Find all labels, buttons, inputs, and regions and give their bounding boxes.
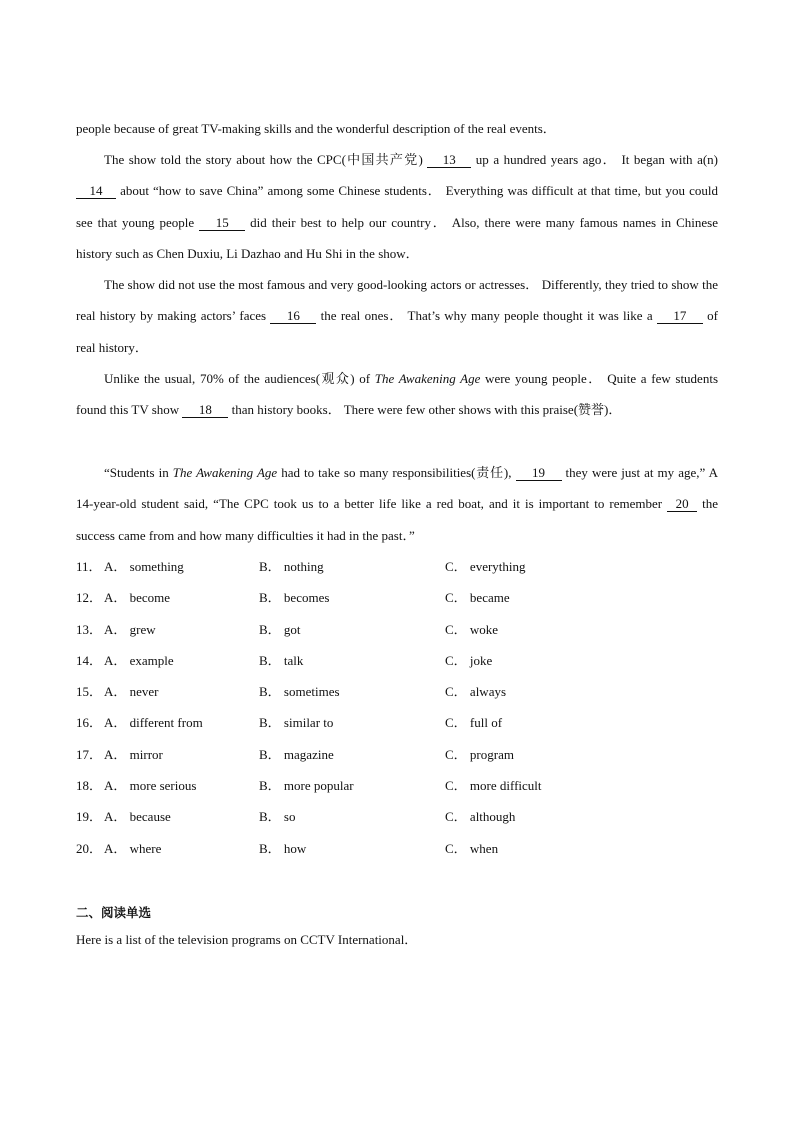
passage-paragraph-4: “Students in The Awakening Age had to take so many responsibilities(责任), 19 they were just at my age,” A 14-year-old student said, “The CPC took us to a better life like a red boat, and it is important to remember 20 the success came from and how many difficulties it had in the past．” [76, 465, 718, 543]
section-intro: Here is a list of the television programs on CCTV International． [76, 932, 418, 947]
option-c: C． joke [445, 652, 493, 668]
option-c: C． became [445, 590, 510, 606]
blank-17: 17 [657, 309, 703, 324]
question-number: 13． [76, 621, 103, 637]
option-a: A． different from [104, 715, 203, 731]
passage-paragraph-2: The show did not use the most famous and very good-looking actors or actresses． Differently, they tried to show the real history by making actors’ faces 16 the real ones． That’s why many people thought it was like a 17 of real history． [76, 277, 718, 355]
option-b: B． similar to [259, 715, 334, 731]
option-b: B． got [259, 621, 301, 637]
option-a: A． grew [104, 621, 156, 637]
option-b: B． more popular [259, 778, 354, 794]
option-row-20 [76, 833, 716, 864]
passage-paragraph-1: The show told the story about how the CPC(中国共产党) 13 up a hundred years ago． It began with a(n) 14 about “how to save China” among some Chinese students． Everything was difficult at that time, but you could see that young people 15 did their best to help our country． Also, there were many famous names in Chinese history such as Chen Duxiu, Li Dazhao and Hu Shi in the show． [76, 152, 718, 261]
question-number: 17． [76, 746, 103, 762]
blank-13: 13 [427, 153, 471, 168]
option-c: C． everything [445, 559, 526, 574]
answer-options [76, 551, 716, 864]
option-a: A． something [104, 559, 184, 574]
option-c: C． woke [445, 621, 499, 637]
tv-show-title: The Awakening Age [374, 371, 481, 386]
tv-show-title: The Awakening Age [172, 465, 278, 480]
blank-18: 18 [182, 403, 228, 418]
option-b: B． magazine [259, 746, 334, 762]
option-row-11 [76, 551, 716, 582]
option-row-13 [76, 614, 716, 645]
option-a: A． mirror [104, 746, 163, 762]
blank-20: 20 [667, 497, 697, 512]
passage-paragraph-3: Unlike the usual, 70% of the audiences(观众) of The Awakening Age were young people． Quite a few students found this TV show 18 than history books． There were few other shows with this praise(赞誉)． [76, 371, 719, 418]
option-a: A． never [104, 684, 159, 700]
question-number: 15． [76, 684, 103, 700]
option-a: A． example [104, 652, 174, 668]
passage-paragraph-0: people because of great TV-making skills and the wonderful description of the real events． [76, 121, 556, 136]
option-c: C． program [445, 746, 514, 762]
blank-15: 15 [199, 216, 245, 231]
question-number: 12． [76, 590, 103, 606]
option-c: C． full of [445, 715, 503, 731]
option-a: A． where [104, 840, 162, 856]
question-number: 19． [76, 809, 103, 825]
option-row-14 [76, 645, 716, 676]
question-number: 18． [76, 778, 103, 794]
question-number: 14． [76, 652, 103, 668]
question-number: 16． [76, 715, 103, 731]
question-number: 11． [76, 559, 102, 574]
option-c: C． although [445, 809, 516, 825]
option-row-17 [76, 739, 716, 770]
option-c: C． when [445, 840, 499, 856]
blank-16: 16 [270, 309, 316, 324]
option-row-12 [76, 582, 716, 613]
option-row-15 [76, 676, 716, 707]
question-number: 20． [76, 840, 103, 856]
option-b: B． becomes [259, 590, 330, 606]
option-a: A． because [104, 809, 171, 825]
blank-19: 19 [516, 466, 562, 481]
option-c: C． always [445, 684, 507, 700]
option-a: A． more serious [104, 778, 197, 794]
option-b: B． sometimes [259, 684, 340, 700]
blank-14: 14 [76, 184, 116, 199]
option-b: B． how [259, 840, 307, 856]
option-row-19 [76, 801, 716, 832]
option-b: B． nothing [259, 559, 324, 574]
option-row-16 [76, 707, 716, 738]
section-heading: 二、阅读单选 [76, 905, 152, 920]
option-row-18 [76, 770, 716, 801]
option-a: A． become [104, 590, 171, 606]
option-b: B． talk [259, 652, 304, 668]
option-c: C． more difficult [445, 778, 542, 794]
option-b: B． so [259, 809, 296, 825]
